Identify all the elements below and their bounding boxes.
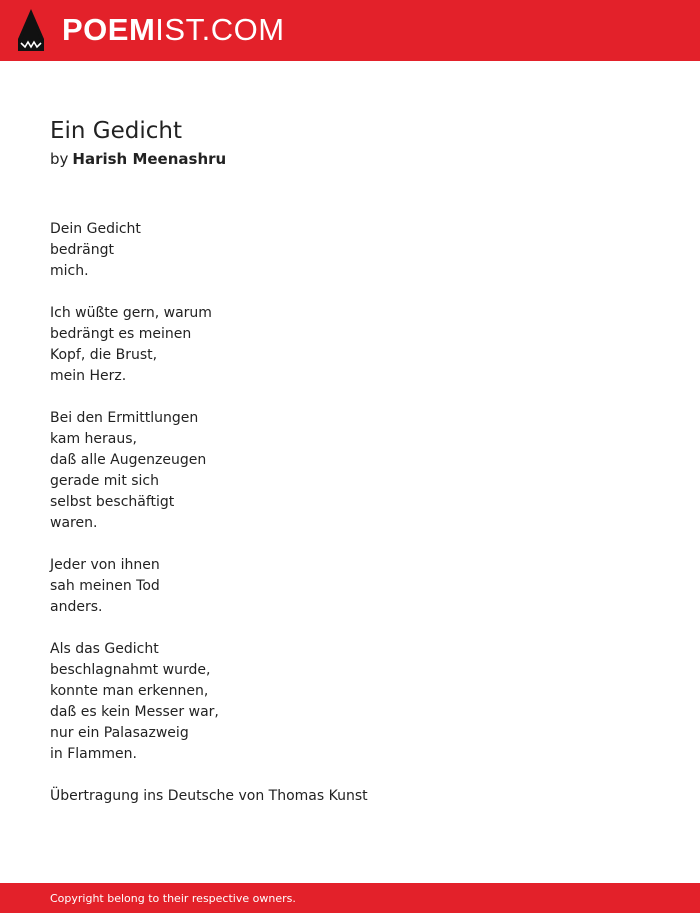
poem-body [50,219,650,807]
poem-line: sah meinen Tod [50,578,160,594]
logo-text-light: IST.COM [155,12,285,47]
poem-line: Jeder von ihnen [50,557,160,573]
poem-line: Kopf, die Brust, [50,347,158,363]
author-name[interactable]: Harish Meenashru [72,150,227,168]
poem-line: Dein Gedicht [50,221,141,237]
poem-line: Ich wüßte gern, warum [50,305,212,321]
byline [50,149,226,169]
site-logo[interactable] [62,12,285,48]
poem-line: mein Herz. [50,368,127,384]
poem-line: Übertragung ins Deutsche von Thomas Kunst [50,788,368,804]
copyright-text: Copyright belong to their respective owners. [50,892,296,905]
logo-text-bold: POEM [62,12,156,47]
site-header [0,0,700,61]
poem-line: kam heraus, [50,431,137,447]
poem-line: anders. [50,599,103,615]
pencil-icon[interactable] [18,9,44,51]
by-label: by [50,150,69,168]
stanza-break [50,282,650,303]
poem-line: bedrängt [50,242,114,258]
stanza-break [50,765,650,786]
poem-line: daß alle Augenzeugen [50,452,207,468]
stanza-break [50,387,650,408]
poem-line: Als das Gedicht [50,641,159,657]
poem-line: gerade mit sich [50,473,160,489]
poem-title: Ein Gedicht [50,118,183,144]
poem-line: waren. [50,515,98,531]
stanza-break [50,618,650,639]
poem-line: beschlagnahmt wurde, [50,662,211,678]
poem-line: nur ein Palasazweig [50,725,189,741]
poem-line: mich. [50,263,89,279]
stanza-break [50,534,650,555]
site-footer [0,883,700,913]
poem-line: konnte man erkennen, [50,683,209,699]
poem-line: Bei den Ermittlungen [50,410,199,426]
poem-line: selbst beschäftigt [50,494,175,510]
poem-line: in Flammen. [50,746,137,762]
poem-line: daß es kein Messer war, [50,704,219,720]
poem-line: bedrängt es meinen [50,326,192,342]
